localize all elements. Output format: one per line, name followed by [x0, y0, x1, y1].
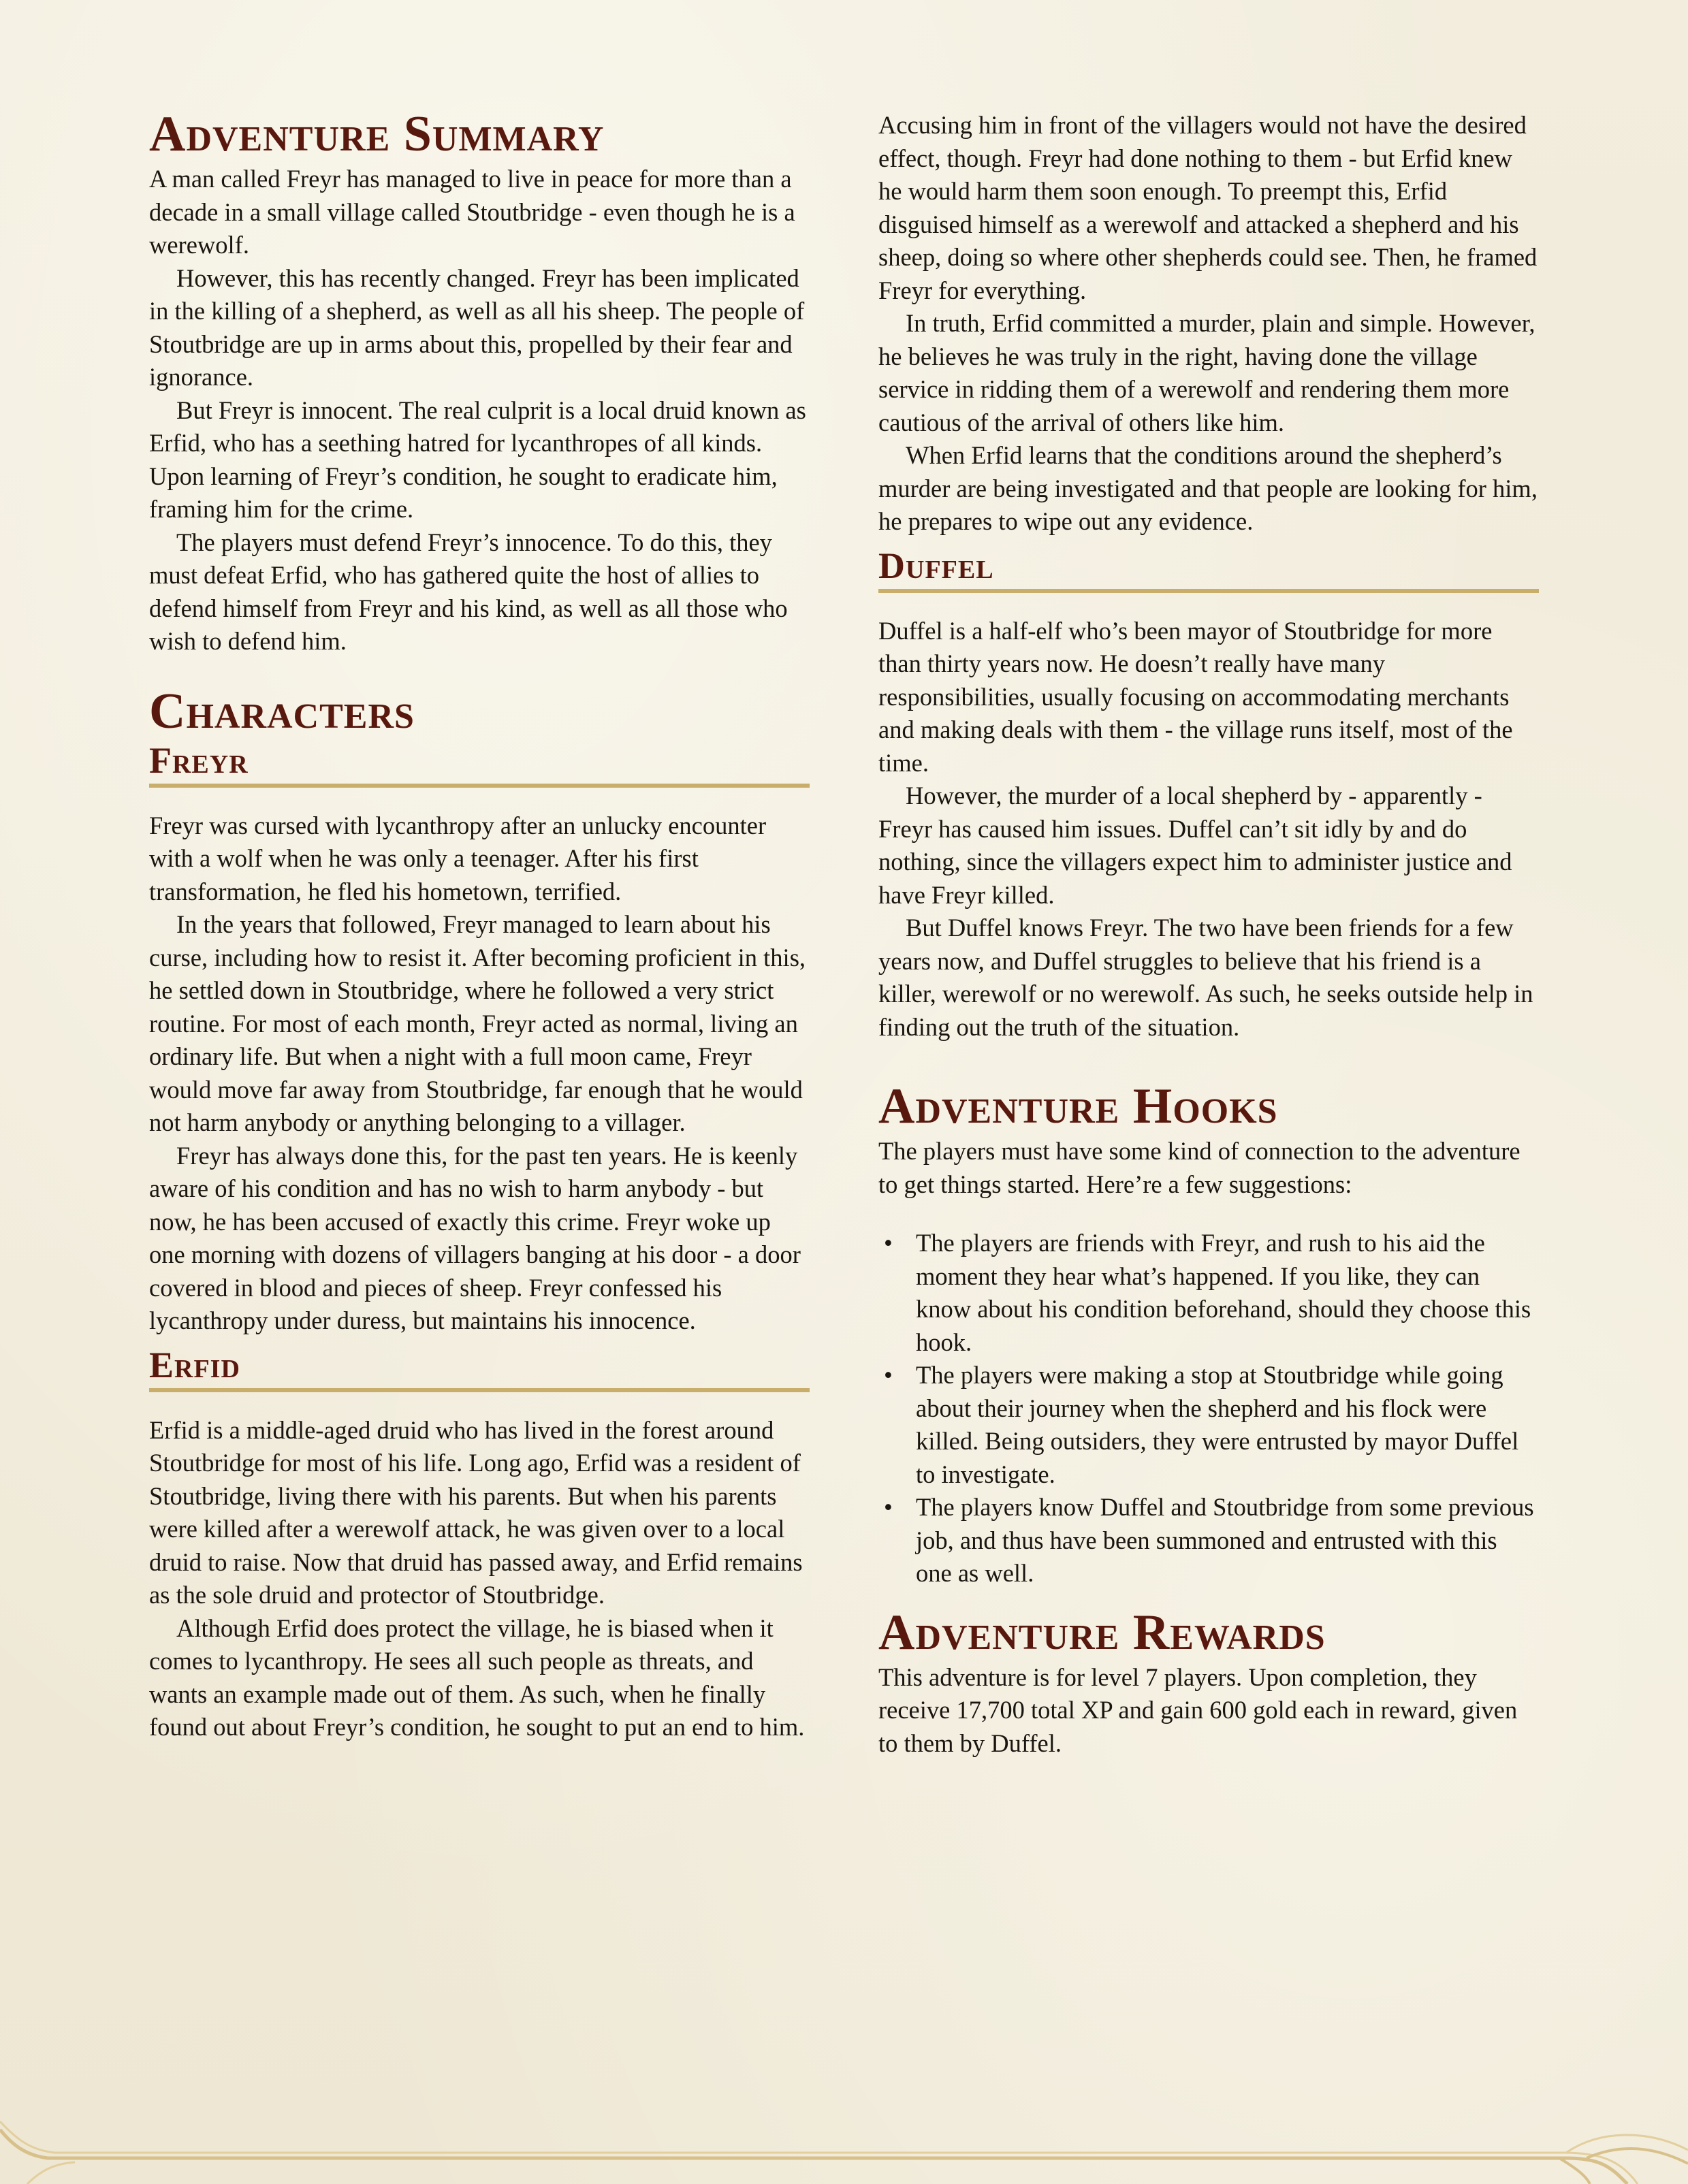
right-column	[878, 109, 1539, 1760]
bullet-icon: •	[884, 1229, 893, 1257]
adventure-summary-heading: Adventure Summary	[149, 106, 605, 162]
duffel-paragraph: However, the murder of a local shepherd by - apparently - Freyr has caused him issues. Duffel can’t sit idly by and do nothing, since the villagers expect him to administer justice and have Freyr killed.	[878, 782, 1512, 909]
freyr-paragraph: Freyr has always done this, for the past ten years. He is keenly aware of his condition and has no wish to harm anybody - but now, he has been accused of exactly this crime. Freyr woke up one morning with dozens of villagers banging at his door - a door covered in blood and pieces of sheep. Freyr confessed his lycanthropy under duress, but maintains his innocence.	[149, 1141, 801, 1334]
rewards-paragraph: This adventure is for level 7 players. Upon completion, they receive 17,700 total XP and gain 600 gold each in reward, given to them by Duffel.	[878, 1663, 1518, 1757]
summary-paragraph: A man called Freyr has managed to live in peace for more than a decade in a small village called Stoutbridge - even though he is a werewolf.	[149, 165, 795, 259]
hooks-list	[878, 1227, 1539, 1590]
erfid-heading: Erfid	[149, 1345, 810, 1392]
summary-paragraph: However, this has recently changed. Freyr has been implicated in the killing of a shepherd, as well as all his sheep. The people of Stoutbridge are up in arms about this, propelled by their fear and ignorance.	[149, 263, 805, 391]
summary-paragraph: But Freyr is innocent. The real culprit is a local druid known as Erfid, who has a seething hatred for lycanthropes of all kinds. Upon learning of Freyr’s condition, he sought to eradicate him, framing him for the crime.	[149, 396, 806, 523]
freyr-paragraph: Freyr was cursed with lycanthropy after an unlucky encounter with a wolf when he was only a teenager. After his first transformation, he fled his hometown, terrified.	[149, 811, 767, 905]
hooks-intro: The players must have some kind of connection to the adventure to get things started. Here’re a few suggestions:	[878, 1137, 1520, 1198]
erfid-paragraph: In truth, Erfid committed a murder, plain and simple. However, he believes he was truly in the right, having done the village service in ridding them of a werewolf and rendering them more cautious of the arrival of others like him.	[878, 309, 1535, 436]
duffel-heading: Duffel	[878, 545, 1539, 593]
list-item	[878, 1359, 1539, 1491]
freyr-heading: Freyr	[149, 740, 810, 788]
freyr-paragraph: In the years that followed, Freyr managed to learn about his curse, including how to resist it. After becoming proficient in this, he settled down in Stoutbridge, where he followed a very strict routine. For most of each month, Freyr acted as normal, living an ordinary life. But when a night with a full moon came, Freyr would move far away from Stoutbridge, far enough that he would not harm anybody or anything belonging to a villager.	[149, 910, 806, 1136]
duffel-paragraph: Duffel is a half-elf who’s been mayor of Stoutbridge for more than thirty years now. He doesn’t really have many responsibilities, usually focusing on accommodating merchants and making deals with them - the village runs itself, most of the time.	[878, 616, 1513, 777]
bullet-icon: •	[884, 1361, 893, 1389]
adventure-rewards-heading: Adventure Rewards	[878, 1604, 1326, 1660]
duffel-paragraph: But Duffel knows Freyr. The two have been friends for a few years now, and Duffel struggles to believe that his friend is a killer, werewolf or no werewolf. As such, he seeks outside help in finding out the truth of the situation.	[878, 914, 1533, 1041]
erfid-paragraph: Accusing him in front of the villagers would not have the desired effect, though. Freyr had done nothing to them - but Erfid knew he would harm them soon enough. To preempt this, Erfid disguised himself as a werewolf and attacked a shepherd and his sheep, doing so where other shepherds could see. Then, he framed Freyr for everything.	[878, 111, 1538, 304]
erfid-paragraph: Although Erfid does protect the village, he is biased when it comes to lycanthropy. He sees all such people as threats, and wants an example made out of them. As such, when he finally found out about Freyr’s condition, he sought to put an end to him.	[149, 1613, 805, 1741]
bullet-icon: •	[884, 1493, 893, 1521]
erfid-paragraph: When Erfid learns that the conditions around the shepherd’s murder are being investigated and that people are looking for him, he prepares to wipe out any evidence.	[878, 441, 1538, 535]
list-item	[878, 1227, 1539, 1359]
erfid-paragraph: Erfid is a middle-aged druid who has lived in the forest around Stoutbridge for most of his life. Long ago, Erfid was a resident of Stoutbridge, living there with his parents. But when his parents were killed after a werewolf attack, he was given over to a local druid to raise. Now that druid has passed away, and Erfid remains as the sole druid and protector of Stoutbridge.	[149, 1415, 803, 1609]
hook-text: The players know Duffel and Stoutbridge from some previous job, and thus have been summoned and entrusted with this one as well.	[916, 1493, 1534, 1587]
list-item	[878, 1491, 1539, 1590]
hook-text: The players were making a stop at Stoutbridge while going about their journey when the shepherd and his flock were killed. Being outsiders, they were entrusted by mayor Duffel to investigate.	[916, 1361, 1519, 1488]
hook-text: The players are friends with Freyr, and rush to his aid the moment they hear what’s happened. If you like, they can know about his condition beforehand, should they choose this hook.	[916, 1229, 1531, 1356]
summary-paragraph: The players must defend Freyr’s innocence. To do this, they must defeat Erfid, who has gathered quite the host of allies to defend himself from Freyr and his kind, as well as all those who wish to defend him.	[149, 528, 788, 655]
footer-ornament	[0, 2082, 1688, 2184]
characters-heading: Characters	[149, 683, 415, 739]
left-column	[149, 106, 810, 1744]
adventure-hooks-heading: Adventure Hooks	[878, 1078, 1278, 1134]
